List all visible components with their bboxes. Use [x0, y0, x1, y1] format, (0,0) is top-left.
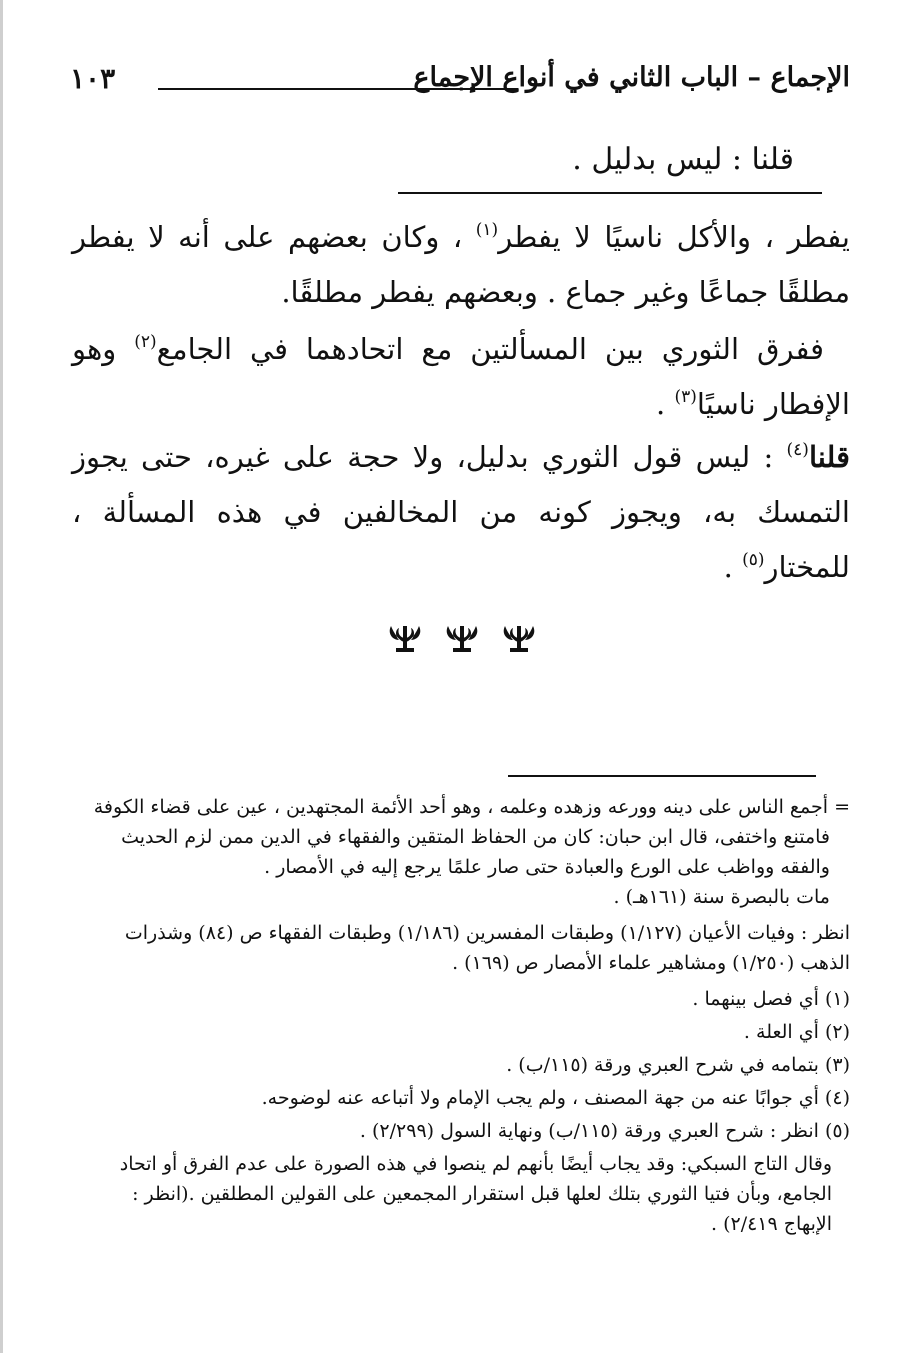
footnote-2: (٢) أي العلة . — [743, 1021, 850, 1043]
footnotes — [78, 792, 850, 1239]
footnote-ref-1: (١) — [475, 220, 499, 240]
paragraph-2 — [72, 322, 850, 432]
footnote-1: (١) أي فصل بينهما . — [692, 988, 850, 1010]
carry-over-line-3: مات بالبصرة سنة (١٦١هـ) . — [613, 886, 830, 908]
footnote-ref-2: (٢) — [134, 332, 157, 352]
paragraph-3-text-b: . — [723, 550, 743, 584]
footnote-ref-3: (٣) — [674, 387, 697, 407]
footnote-ref-5: (٥) — [742, 550, 765, 570]
footnote-separator — [508, 775, 816, 777]
running-title: الإجماع – الباب الثاني في أنواع الإجماع — [413, 62, 850, 93]
paragraph-3-lead: قلنا — [808, 440, 850, 474]
lamp-ornament-icon — [385, 620, 425, 656]
footnote-5-continuation: وقال التاج السبكي: وقد يجاب أيضًا بأنهم لم ينصوا في هذه الصورة على عدم الفرق أو اتحاد الجامع، وبأن فتيا الثوري بتلك لعلها قبل استقرار المجمعين على القولين المطلقين .(انظر : الإبهاج ٢/٤١٩) . — [119, 1153, 832, 1235]
paragraph-1-text-b: ، وكان بعضهم على أنه لا يفطر مطلقًا جماعًا وغير جماع . وبعضهم يفطر مطلقًا. — [72, 220, 850, 309]
intro-rule — [398, 192, 822, 194]
paragraph-2-text-b: وهو الإفطار ناسيًا — [72, 332, 850, 421]
page-number: ١٠٣ — [70, 62, 116, 95]
lamp-ornament-icon — [499, 620, 539, 656]
intro-line: قلنا : ليس بدليل . — [572, 142, 794, 177]
paragraph-3 — [72, 430, 850, 595]
paragraph-1 — [72, 210, 850, 320]
lamp-ornament-icon — [442, 620, 482, 656]
paragraph-1-text-a: يفطر ، والأكل ناسيًا لا يفطر — [498, 220, 850, 254]
carry-over-line-1: = أجمع الناس على دينه وورعه وزهده وعلمه ، وهو أحد الأئمة المجتهدين ، عين على قضاء الكوفة — [93, 796, 850, 818]
footnote-3: (٣) بتمامه في شرح العبري ورقة (١١٥/ب) . — [506, 1054, 850, 1076]
footnote-carry-over — [78, 792, 850, 912]
footnote-4: (٤) أي جوابًا عنه من جهة المصنف ، ولم يجب الإمام ولا أتباعه عنه لوضوحه. — [261, 1087, 850, 1109]
footnote-sources: انظر : وفيات الأعيان (١/١٢٧) وطبقات المفسرين (١/١٨٦) وطبقات الفقهاء ص (٨٤) وشذرات الذهب (١/٢٥٠) ومشاهير علماء الأمصار ص (١٦٩) . — [124, 922, 850, 974]
carry-over-line-2: فامتنع واختفى، قال ابن حبان: كان من الحفاظ المتقين والفقهاء في الدين ممن لزم الحديث والفقه وواظب على الورع والعبادة حتى صار علمًا يرجع إليه في الأمصار . — [121, 826, 830, 878]
page-edge-shadow — [0, 0, 3, 1353]
paragraph-3-text-a: : ليس قول الثوري بدليل، ولا حجة على غيره، حتى يجوز التمسك به، ويجوز كونه من المخالفين في هذه المسألة ، للمختار — [72, 440, 850, 584]
paragraph-2-text-a: ففرق الثوري بين المسألتين مع اتحادهما في الجامع — [156, 332, 824, 366]
running-header — [60, 58, 850, 108]
footnote-ref-4: (٤) — [786, 440, 809, 460]
footnote-5: (٥) انظر : شرح العبري ورقة (١١٥/ب) ونهاية السول (٢/٢٩٩) . — [359, 1120, 850, 1142]
paragraph-2-text-c: . — [656, 387, 675, 421]
section-end-ornament — [0, 620, 924, 660]
